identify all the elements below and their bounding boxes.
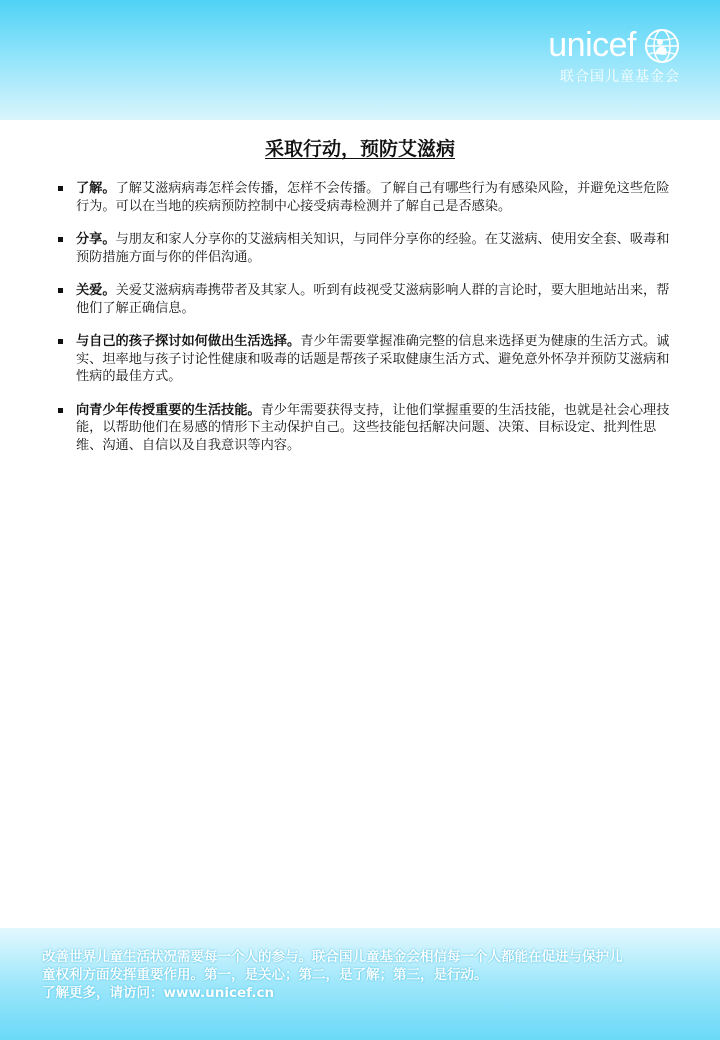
- action-list: [58, 180, 670, 470]
- unicef-emblem-icon: [644, 28, 680, 64]
- item-body: 关爱艾滋病病毒携带者及其家人。听到有歧视受艾滋病影响人群的言论时，要大胆地站出来，帮他们了解正确信息。: [76, 283, 670, 316]
- footer-link-line[interactable]: 了解更多，请访问：www.unicef.cn: [42, 985, 275, 1001]
- item-body: 青少年需要获得支持，让他们掌握重要的生活技能，也就是社会心理技能，以帮助他们在易感的情形下主动保护自己。这些技能包括解决问题、决策、目标设定、批判性思维、沟通、自信以及自我意识等内容。: [76, 402, 670, 453]
- logo-subtitle: 联合国儿童基金会: [560, 69, 680, 85]
- unicef-logo[interactable]: [480, 26, 680, 86]
- page-title: 采取行动，预防艾滋病: [264, 138, 455, 160]
- list-item: [58, 180, 670, 215]
- list-item: [58, 333, 670, 386]
- item-body: 了解艾滋病病毒怎样会传播，怎样不会传播。了解自己有哪些行为有感染风险，并避免这些危险行为。可以在当地的疾病预防控制中心接受病毒检测并了解自己是否感染。: [76, 181, 670, 214]
- bullet-square-icon: [58, 339, 63, 344]
- bullet-square-icon: [58, 186, 63, 191]
- logo-wordmark: unicef: [548, 26, 636, 64]
- item-heading: 分享。: [76, 232, 116, 247]
- list-item: [58, 231, 670, 266]
- bullet-square-icon: [58, 408, 63, 413]
- footer-band: [0, 928, 720, 1040]
- bullet-square-icon: [58, 288, 63, 293]
- list-item: [58, 282, 670, 317]
- bullet-square-icon: [58, 237, 63, 242]
- footer-message: [42, 948, 692, 1002]
- list-item: [58, 402, 670, 455]
- item-heading: 了解。: [76, 181, 116, 196]
- item-heading: 向青少年传授重要的生活技能。: [76, 402, 261, 418]
- header-band: [0, 0, 720, 120]
- item-body: 与朋友和家人分享你的艾滋病相关知识，与同伴分享你的经验。在艾滋病、使用安全套、吸毒和预防措施方面与你的伴侣沟通。: [76, 232, 670, 265]
- item-heading: 关爱。: [76, 283, 116, 298]
- item-body: 青少年需要掌握准确完整的信息来选择更为健康的生活方式。诚实、坦率地与孩子讨论性健康和吸毒的话题是帮孩子采取健康生活方式、避免意外怀孕并预防艾滋病和性病的最佳方式。: [76, 334, 670, 384]
- footer-line: 童权利方面发挥重要作用。第一，是关心；第二，是了解；第三，是行动。: [42, 967, 488, 983]
- item-heading: 与自己的孩子探讨如何做出生活选择。: [76, 334, 301, 349]
- footer-line: 改善世界儿童生活状况需要每一个人的参与。联合国儿童基金会相信每一个人都能在促进与保护儿: [42, 949, 623, 965]
